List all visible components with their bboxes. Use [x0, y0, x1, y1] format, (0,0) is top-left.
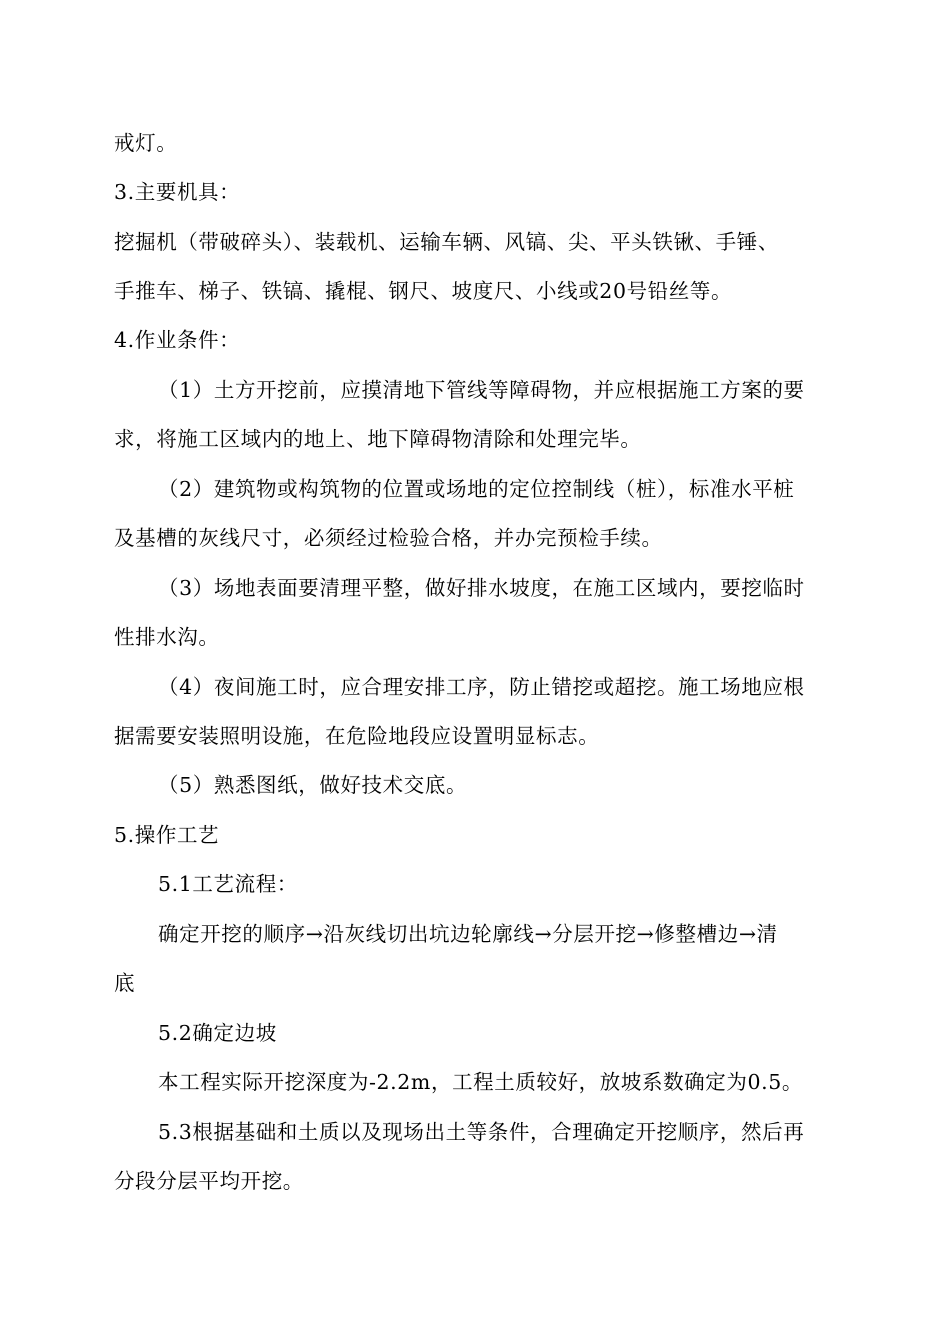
text-line-flow-a: 确定开挖的顺序→沿灰线切出坑边轮廓线→分层开挖→修整槽边→清: [158, 922, 778, 946]
text-line-excavation-a: 5.3根据基础和土质以及现场出土等条件，合理确定开挖顺序，然后再: [158, 1120, 805, 1144]
text-line-warning-lamp: 戒灯。: [114, 131, 178, 155]
text-line-condition-4b: 据需要安装照明设施，在危险地段应设置明显标志。: [114, 724, 600, 748]
text-line-condition-3a: （3）场地表面要清理平整，做好排水坡度，在施工区域内，要挖临时: [158, 576, 805, 600]
text-line-condition-1b: 求，将施工区域内的地上、地下障碍物清除和处理完毕。: [114, 427, 642, 451]
text-line-condition-5: （5）熟悉图纸，做好技术交底。: [158, 773, 468, 797]
text-line-condition-4a: （4）夜间施工时，应合理安排工序，防止错挖或超挖。施工场地应根: [158, 675, 805, 699]
subheading-determine-slope: 5.2确定边坡: [158, 1021, 277, 1045]
text-line-condition-1a: （1）土方开挖前，应摸清地下管线等障碍物，并应根据施工方案的要: [158, 378, 805, 402]
text-line-excavation-b: 分段分层平均开挖。: [114, 1169, 304, 1193]
text-line-flow-b: 底: [114, 971, 136, 995]
text-line-condition-2b: 及基槽的灰线尺寸，必须经过检验合格，并办完预检手续。: [114, 526, 663, 550]
text-line-equipment-2: 手推车、梯子、铁镐、撬棍、钢尺、坡度尺、小线或20号铅丝等。: [114, 279, 733, 303]
text-line-equipment-1: 挖掘机（带破碎头）、装载机、运输车辆、风镐、尖、平头铁锹、手锤、: [114, 230, 779, 254]
text-line-slope: 本工程实际开挖深度为-2.2m，工程土质较好，放坡系数确定为0.5。: [158, 1070, 803, 1094]
subheading-process-flow: 5.1工艺流程：: [158, 872, 298, 896]
text-line-condition-2a: （2）建筑物或构筑物的位置或场地的定位控制线（桩），标准水平桩: [158, 477, 795, 501]
text-line-condition-3b: 性排水沟。: [114, 625, 220, 649]
heading-operation-process: 5.操作工艺: [114, 823, 220, 847]
heading-work-conditions: 4.作业条件：: [114, 328, 241, 352]
heading-main-equipment: 3.主要机具：: [114, 180, 241, 204]
